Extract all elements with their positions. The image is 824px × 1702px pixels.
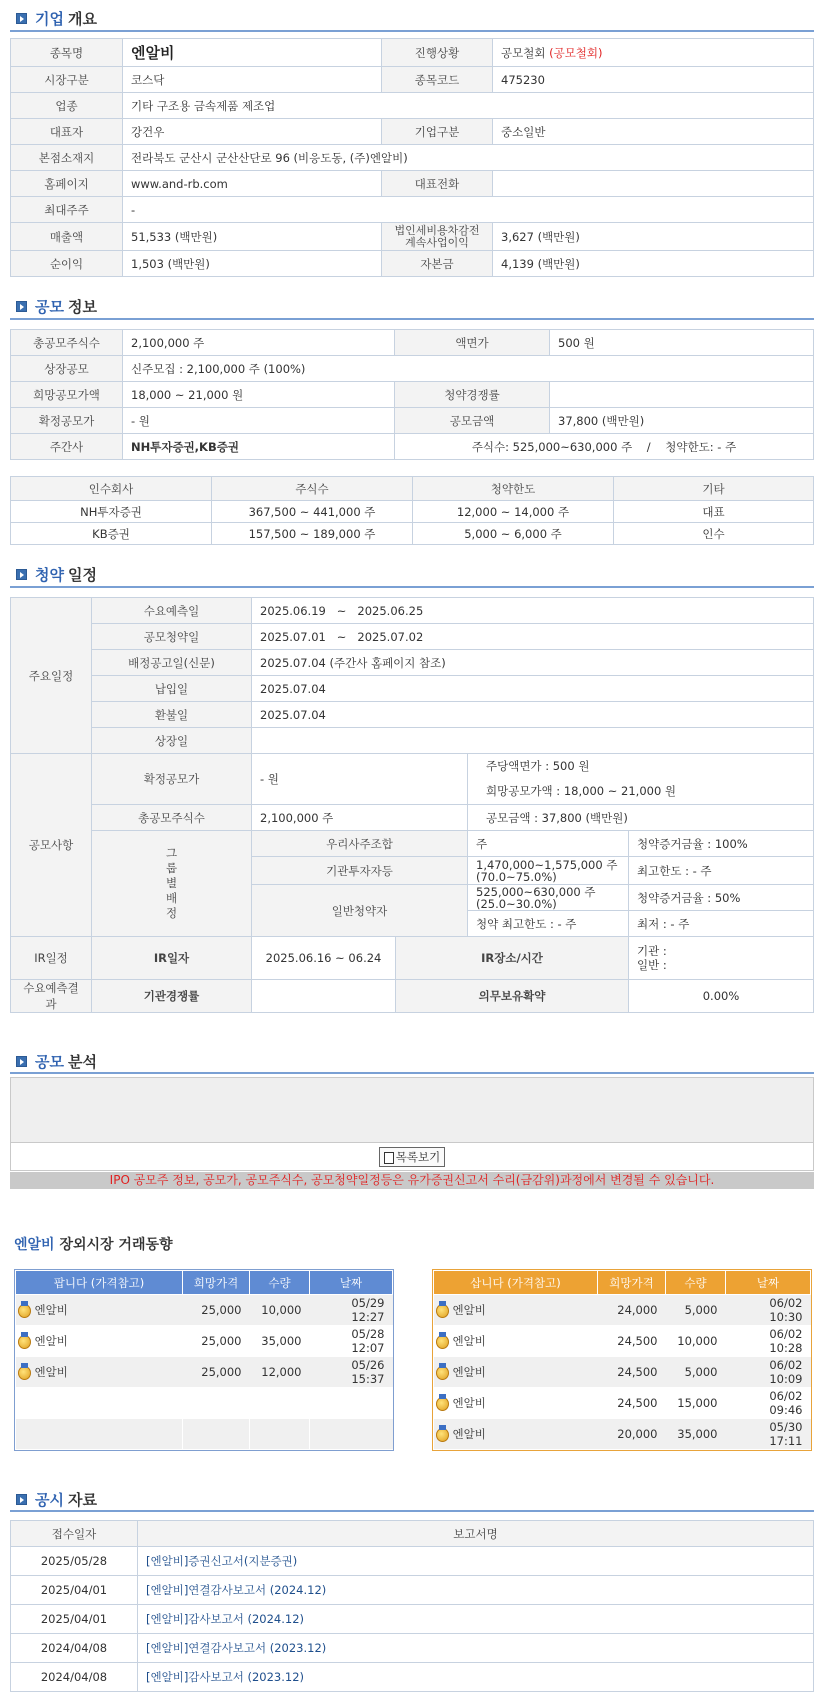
par-text: 주당액면가 : 500 원 bbox=[486, 759, 590, 773]
report-link[interactable]: [엔알비]연결감사보고서 (2023.12) bbox=[138, 1634, 814, 1663]
buy-header: 희망가격 bbox=[598, 1271, 666, 1295]
bullet-icon bbox=[16, 301, 27, 312]
industry-value: 기타 구조용 금속제품 제조업 bbox=[123, 93, 814, 119]
ir-date-label: IR일자 bbox=[92, 937, 252, 980]
inst-label: 기관투자자등 bbox=[252, 857, 468, 885]
allot-value: 2025.07.04 (주간사 홈페이지 참조) bbox=[252, 650, 814, 676]
total-shares-label: 총공모주식수 bbox=[92, 805, 252, 831]
sales-value: 51,533 (백만원) bbox=[123, 223, 382, 251]
bullet-icon bbox=[16, 1056, 27, 1067]
type-label: 기업구분 bbox=[382, 119, 493, 145]
demand-value: 2025.06.19 ~ 2025.06.25 bbox=[252, 598, 814, 624]
price-info bbox=[468, 754, 814, 805]
bullet-icon bbox=[16, 569, 27, 580]
stock-icon bbox=[436, 1428, 449, 1442]
stock-icon bbox=[18, 1366, 31, 1380]
status-badge: (공모철회) bbox=[549, 45, 603, 60]
stock-icon bbox=[436, 1304, 449, 1318]
total-shares-value: 2,100,000 주 bbox=[252, 805, 468, 831]
profit-value: 1,503 (백만원) bbox=[123, 251, 382, 277]
bullet-icon bbox=[16, 1494, 27, 1505]
capital-label: 자본금 bbox=[382, 251, 493, 277]
table-row: NH투자증권 367,500 ~ 441,000 주 12,000 ~ 14,000 주 대표 bbox=[11, 501, 814, 523]
lockup-value: 0.00% bbox=[629, 980, 814, 1013]
phone-label: 대표전화 bbox=[382, 171, 493, 197]
overview-table bbox=[10, 38, 814, 277]
retail-deposit: 청약증거금율 : 50% bbox=[629, 885, 814, 911]
name-label: 종목명 bbox=[11, 39, 123, 67]
stock-icon bbox=[436, 1335, 449, 1349]
offering-section-title bbox=[16, 296, 97, 317]
sell-header: 수량 bbox=[250, 1271, 310, 1295]
section-title-highlight: 기업 bbox=[35, 10, 64, 28]
divider bbox=[10, 318, 814, 320]
report-link[interactable]: [엔알비]감사보고서 (2023.12) bbox=[138, 1663, 814, 1692]
disclosure-table bbox=[10, 1520, 814, 1692]
notice-text: IPO 공모주 정보, 공모가, 공모주식수, 공모청약일정등은 유가증권신고서 수리(금감위)과정에서 변경될 수 있습니다. bbox=[10, 1172, 814, 1189]
table-row[interactable]: 엔알비 20,000 35,000 05/30 17:11 bbox=[434, 1419, 811, 1450]
empty-row bbox=[16, 1419, 393, 1450]
offering-table bbox=[10, 329, 814, 460]
listing-date-label: 상장일 bbox=[92, 728, 252, 754]
subscribe-value: 2025.07.01 ~ 2025.07.02 bbox=[252, 624, 814, 650]
esop-deposit: 청약증거금율 : 100% bbox=[629, 831, 814, 857]
ir-place-value: 기관 : 일반 : bbox=[629, 937, 814, 980]
table-row[interactable]: 엔알비 24,500 5,000 06/02 10:09 bbox=[434, 1357, 811, 1388]
uw-header: 청약한도 bbox=[413, 477, 614, 501]
divider bbox=[10, 30, 814, 32]
buy-header: 삽니다 (가격참고) bbox=[434, 1271, 598, 1295]
ir-date-value: 2025.06.16 ~ 06.24 bbox=[252, 937, 396, 980]
list-button[interactable]: 목록보기 bbox=[379, 1147, 445, 1167]
disclosure-section-title bbox=[16, 1489, 97, 1510]
schedule-section-title bbox=[16, 564, 97, 585]
market-label: 시장구분 bbox=[11, 67, 123, 93]
analysis-section-title bbox=[16, 1051, 97, 1072]
company-name: 엔알비 bbox=[123, 39, 382, 67]
report-link[interactable]: [엔알비]증권신고서(지분증권) bbox=[138, 1547, 814, 1576]
underwriter-table bbox=[10, 476, 814, 545]
section-title-rest: 자료 bbox=[67, 1491, 97, 1509]
profit-label: 순이익 bbox=[11, 251, 123, 277]
uw-header: 주식수 bbox=[212, 477, 413, 501]
table-row[interactable]: 엔알비 25,000 35,000 05/28 12:07 bbox=[16, 1326, 393, 1357]
sell-table bbox=[14, 1269, 394, 1451]
otc-title: 엔알비 장외시장 거래동향 bbox=[14, 1237, 173, 1253]
pay-label: 납입일 bbox=[92, 676, 252, 702]
total-shares-label: 총공모주식수 bbox=[11, 330, 123, 356]
stock-icon bbox=[18, 1304, 31, 1318]
stock-icon bbox=[18, 1335, 31, 1349]
retail-label: 일반청약자 bbox=[252, 885, 468, 937]
otc-company: 엔알비 bbox=[14, 1237, 55, 1253]
competition-label: 청약경쟁률 bbox=[395, 382, 550, 408]
final-price-value: - 원 bbox=[123, 408, 395, 434]
buy-table bbox=[432, 1269, 812, 1451]
table-row[interactable]: 엔알비 25,000 12,000 05/26 15:37 bbox=[16, 1357, 393, 1388]
retail-value: 525,000~630,000 주 (25.0~30.0%) bbox=[468, 885, 629, 911]
final-price-label: 확정공모가 bbox=[92, 754, 252, 805]
table-row: 2025/05/28 [엔알비]증권신고서(지분증권) bbox=[11, 1547, 814, 1576]
group-allot-label: 그 룹 별 배 정 bbox=[92, 831, 252, 937]
ir-place-label: IR장소/시간 bbox=[396, 937, 629, 980]
type-value: 중소일반 bbox=[493, 119, 814, 145]
divider bbox=[10, 1510, 814, 1512]
sell-header: 팝니다 (가격참고) bbox=[16, 1271, 183, 1295]
market-value: 코스닥 bbox=[123, 67, 382, 93]
table-row: 2024/04/08 [엔알비]감사보고서 (2023.12) bbox=[11, 1663, 814, 1692]
disclosure-header: 보고서명 bbox=[138, 1521, 814, 1547]
hope-text: 희망공모가액 : 18,000 ~ 21,000 원 bbox=[486, 784, 677, 798]
holder-label: 최대주주 bbox=[11, 197, 123, 223]
ir-label: IR일정 bbox=[11, 937, 92, 980]
sell-header: 희망가격 bbox=[183, 1271, 250, 1295]
final-price-value: - 원 bbox=[252, 754, 468, 805]
underwriter-value: NH투자증권,KB증권 bbox=[123, 434, 395, 460]
address-label: 본점소재지 bbox=[11, 145, 123, 171]
analysis-content bbox=[10, 1077, 814, 1143]
empty-row bbox=[16, 1388, 393, 1419]
table-row: 2025/04/01 [엔알비]감사보고서 (2024.12) bbox=[11, 1605, 814, 1634]
amount-value: 37,800 (백만원) bbox=[550, 408, 814, 434]
capital-value: 4,139 (백만원) bbox=[493, 251, 814, 277]
disclosure-header: 접수일자 bbox=[11, 1521, 138, 1547]
report-link[interactable]: [엔알비]연결감사보고서 (2024.12) bbox=[138, 1576, 814, 1605]
ceo-value: 강건우 bbox=[123, 119, 382, 145]
uw-header: 기타 bbox=[614, 477, 814, 501]
hope-price-value: 18,000 ~ 21,000 원 bbox=[123, 382, 395, 408]
section-title-rest: 분석 bbox=[67, 1053, 97, 1071]
section-title-rest: 개요 bbox=[67, 10, 97, 28]
section-title-rest: 정보 bbox=[67, 298, 97, 316]
offer-detail-label: 공모사항 bbox=[11, 754, 92, 937]
sales-label: 매출액 bbox=[11, 223, 123, 251]
total-shares-value: 2,100,000 주 bbox=[123, 330, 395, 356]
section-title-highlight: 공모 bbox=[35, 298, 64, 316]
industry-label: 업종 bbox=[11, 93, 123, 119]
address-value: 전라북도 군산시 군산산단로 96 (비응도동, (주)엔알비) bbox=[123, 145, 814, 171]
holder-value: - bbox=[123, 197, 814, 223]
code-value: 475230 bbox=[493, 67, 814, 93]
uw-header: 인수회사 bbox=[11, 477, 212, 501]
allot-label: 배정공고일(신문) bbox=[92, 650, 252, 676]
inst-value: 1,470,000~1,575,000 주 (70.0~75.0%) bbox=[468, 857, 629, 885]
hope-price-label: 희망공모가액 bbox=[11, 382, 123, 408]
section-title-highlight: 청약 bbox=[35, 566, 64, 584]
table-row: KB증권 157,500 ~ 189,000 주 5,000 ~ 6,000 주 인수 bbox=[11, 523, 814, 545]
phone-value bbox=[493, 171, 814, 197]
inst-comp-label: 기관경쟁률 bbox=[92, 980, 252, 1013]
ebt-label: 법인세비용차감전 계속사업이익 bbox=[382, 223, 493, 251]
homepage-label: 홈페이지 bbox=[11, 171, 123, 197]
refund-label: 환불일 bbox=[92, 702, 252, 728]
esop-value: 주 bbox=[468, 831, 629, 857]
lockup-label: 의무보유확약 bbox=[396, 980, 629, 1013]
retail-max: 청약 최고한도 : - 주 bbox=[468, 911, 629, 937]
demand-label: 수요예측일 bbox=[92, 598, 252, 624]
retail-min: 최저 : - 주 bbox=[629, 911, 814, 937]
table-row[interactable]: 엔알비 24,500 10,000 06/02 10:28 bbox=[434, 1326, 811, 1357]
status-label: 진행상황 bbox=[382, 39, 493, 67]
inst-comp-value bbox=[252, 980, 396, 1013]
table-row[interactable]: 엔알비 24,000 5,000 06/02 10:30 bbox=[434, 1295, 811, 1326]
underwriter-label: 주간사 bbox=[11, 434, 123, 460]
stock-icon bbox=[436, 1397, 449, 1411]
listing-date-value bbox=[252, 728, 814, 754]
amount-label: 공모금액 bbox=[395, 408, 550, 434]
list-button-row bbox=[10, 1143, 814, 1171]
bullet-icon bbox=[16, 13, 27, 24]
overview-section-title bbox=[16, 8, 97, 29]
underwriter-extra: 주식수: 525,000~630,000 주 / 청약한도: - 주 bbox=[395, 434, 814, 460]
esop-label: 우리사주조합 bbox=[252, 831, 468, 857]
buy-header: 날짜 bbox=[726, 1271, 811, 1295]
homepage-link[interactable]: www.and-rb.com bbox=[123, 171, 382, 197]
divider bbox=[10, 586, 814, 588]
table-row[interactable]: 엔알비 25,000 10,000 05/29 12:27 bbox=[16, 1295, 393, 1326]
competition-value bbox=[550, 382, 814, 408]
code-label: 종목코드 bbox=[382, 67, 493, 93]
divider bbox=[10, 1072, 814, 1074]
section-title-highlight: 공모 bbox=[35, 1053, 64, 1071]
inst-limit: 최고한도 : - 주 bbox=[629, 857, 814, 885]
ceo-label: 대표자 bbox=[11, 119, 123, 145]
par-label: 액면가 bbox=[395, 330, 550, 356]
table-row: 2024/04/08 [엔알비]연결감사보고서 (2023.12) bbox=[11, 1634, 814, 1663]
table-row[interactable]: 엔알비 24,500 15,000 06/02 09:46 bbox=[434, 1388, 811, 1419]
amount-text: 공모금액 : 37,800 (백만원) bbox=[468, 805, 814, 831]
par-value: 500 원 bbox=[550, 330, 814, 356]
status-value: 공모철회 (공모철회) bbox=[493, 39, 814, 67]
report-link[interactable]: [엔알비]감사보고서 (2024.12) bbox=[138, 1605, 814, 1634]
listing-label: 상장공모 bbox=[11, 356, 123, 382]
result-label: 수요예측결과 bbox=[11, 980, 92, 1013]
stock-icon bbox=[436, 1366, 449, 1380]
buy-header: 수량 bbox=[666, 1271, 726, 1295]
main-schedule-label: 주요일정 bbox=[11, 598, 92, 754]
section-title-highlight: 공시 bbox=[35, 1491, 64, 1509]
refund-value: 2025.07.04 bbox=[252, 702, 814, 728]
ebt-value: 3,627 (백만원) bbox=[493, 223, 814, 251]
sell-header: 날짜 bbox=[310, 1271, 393, 1295]
pay-value: 2025.07.04 bbox=[252, 676, 814, 702]
subscribe-label: 공모청약일 bbox=[92, 624, 252, 650]
table-row: 2025/04/01 [엔알비]연결감사보고서 (2024.12) bbox=[11, 1576, 814, 1605]
document-icon bbox=[384, 1152, 394, 1164]
listing-value: 신주모집 : 2,100,000 주 (100%) bbox=[123, 356, 814, 382]
schedule-table bbox=[10, 597, 814, 1013]
section-title-rest: 일정 bbox=[67, 566, 97, 584]
final-price-label: 확정공모가 bbox=[11, 408, 123, 434]
